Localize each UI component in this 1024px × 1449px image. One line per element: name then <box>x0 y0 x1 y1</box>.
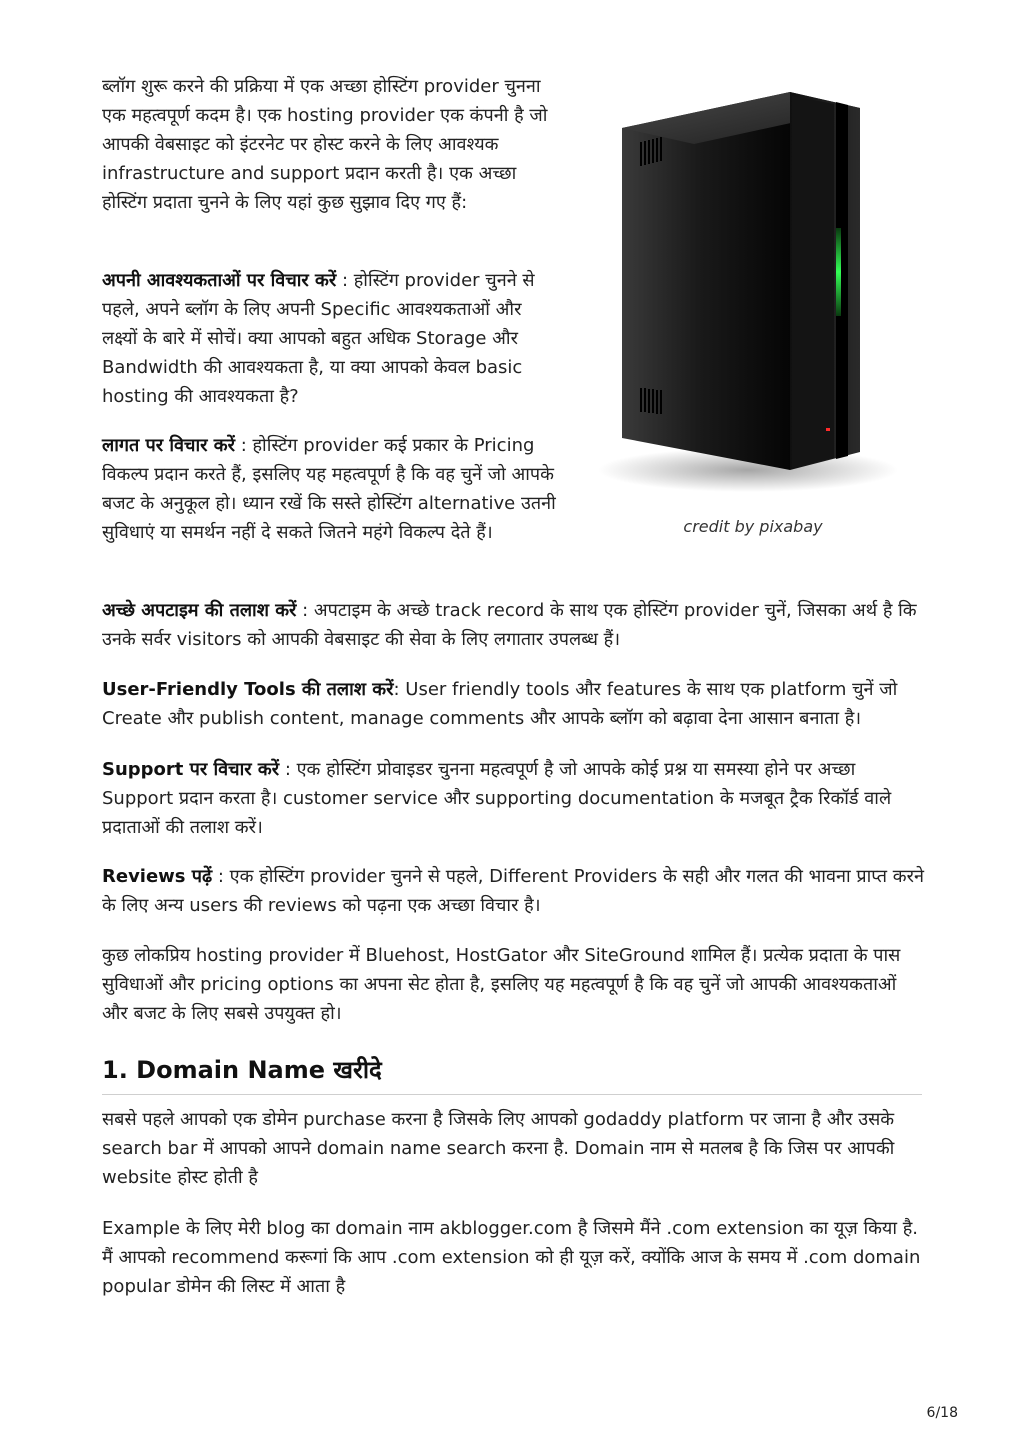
tip-reviews-text: : एक होस्टिंग provider चुनने से पहले, Different Providers के सही और गलत की भावना प्राप्त करने के लिए अन्य users की reviews को पढ़ना एक अच्छा विचार है। <box>102 866 924 916</box>
tip-needs-text: : होस्टिंग provider चुनने से पहले, अपने ब्लॉग के लिए अपनी Specific आवश्यकताओं और लक्ष्यों के बारे में सोचें। क्या आपको बहुत अधिक Storage और Bandwidth की आवश्यकता है, या क्या आपको केवल basic hosting की आवश्यकता है? <box>102 270 535 407</box>
tip-uptime-heading: अच्छे अपटाइम की तलाश करें <box>102 600 297 621</box>
server-image <box>598 78 928 548</box>
page-number: 6/18 <box>926 1405 958 1421</box>
tip-tools-heading: User-Friendly Tools की तलाश करें <box>102 679 394 700</box>
tip-support-heading: Support पर विचार करें <box>102 759 280 780</box>
tip-cost-paragraph <box>102 431 562 547</box>
tip-support-text: : एक होस्टिंग प्रोवाइडर चुनना महत्वपूर्ण है जो आपके कोई प्रश्न या समस्या होने पर अच्छा Support प्रदान करता है। customer service और supporting documentation के मजबूत ट्रैक रिकॉर्ड वाले प्रदाताओं की तलाश करें। <box>102 759 892 838</box>
domain-paragraph-2: Example के लिए मेरी blog का domain नाम akblogger.com है जिसमे मैंने .com extension का यूज़ किया है. मैं आपको recommend करूगां कि आप .com extension को ही यूज़ करें, क्योंकि आज के समय में .com domain popular डोमेन की लिस्ट में आता है <box>102 1218 921 1297</box>
power-led <box>836 228 841 316</box>
tip-tools-text: : User friendly tools और features के साथ एक platform चुनें जो Create और publish content, manage comments और आपके ब्लॉग को बढ़ावा देना आसान बनाता है। <box>102 679 898 729</box>
domain-section-heading: 1. Domain Name खरीदे <box>102 1052 922 1095</box>
tip-tools-paragraph <box>102 675 924 733</box>
tip-cost-text: : होस्टिंग provider कई प्रकार के Pricing विकल्प प्रदान करते हैं, इसलिए यह महत्वपूर्ण है कि वह चुनें जो आपके बजट के अनुकूल हो। ध्यान रखें कि सस्ते होस्टिंग alternative उतनी सुविधाएं या समर्थन नहीं दे सकते जितने महंगे विकल्प देते हैं। <box>102 435 556 543</box>
tip-uptime-paragraph <box>102 596 924 654</box>
tip-uptime-text: : अपटाइम के अच्छे track record के साथ एक होस्टिंग provider चुनें, जिसका अर्थ है कि उनके सर्वर visitors को आपकी वेबसाइट की सेवा के लिए लगातार उपलब्ध हैं। <box>102 600 917 650</box>
domain-paragraph-1: सबसे पहले आपको एक डोमेन purchase करना है जिसके लिए आपको godaddy platform पर जाना है और उसके search bar में आपको आपने domain name search करना है. Domain नाम से मतलब है कि जिस पर आपकी website होस्ट होती है <box>102 1109 895 1188</box>
tip-support-paragraph <box>102 755 924 842</box>
tip-needs-heading: अपनी आवश्यकताओं पर विचार करें <box>102 270 337 291</box>
tip-reviews-heading: Reviews पढ़ें <box>102 866 213 887</box>
tip-reviews-paragraph <box>102 862 924 920</box>
server-tower-icon <box>598 78 928 508</box>
intro-paragraph: ब्लॉग शुरू करने की प्रक्रिया में एक अच्छा होस्टिंग provider चुनना एक महत्वपूर्ण कदम है। एक hosting provider एक कंपनी है जो आपकी वेबसाइट को इंटरनेट पर होस्ट करने के लिए आवश्यक infrastructure and support प्रदान करती है। एक अच्छा होस्टिंग प्रदाता चुनने के लिए यहां कुछ सुझाव दिए गए हैं: <box>102 76 548 213</box>
image-caption: credit by pixabay <box>683 517 823 536</box>
popular-providers-paragraph: कुछ लोकप्रिय hosting provider में Bluehost, HostGator और SiteGround शामिल हैं। प्रत्येक प्रदाता के पास सुविधाओं और pricing options का अपना सेट होता है, इसलिए यह महत्वपूर्ण है कि वह चुनें जो आपकी आवश्यकताओं और बजट के लिए सबसे उपयुक्त हो। <box>102 945 901 1024</box>
tip-cost-heading: लागत पर विचार करें <box>102 435 235 456</box>
tip-needs-paragraph <box>102 266 562 411</box>
